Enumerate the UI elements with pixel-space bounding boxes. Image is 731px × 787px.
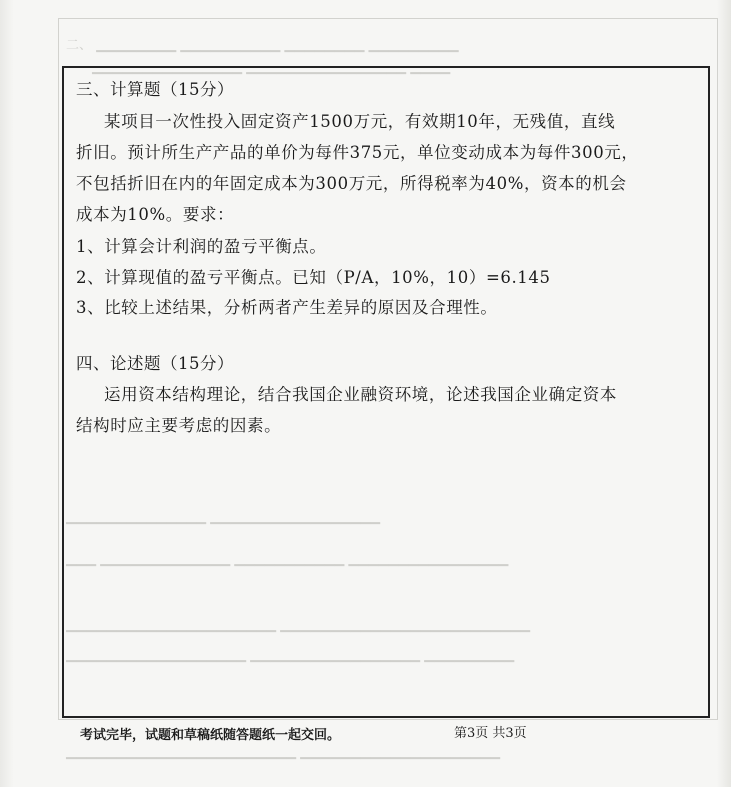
section3-item-1: 1、计算会计利润的盈亏平衡点。 (76, 237, 327, 256)
bleed-through: ▁▁▁ ▁▁▁▁▁▁▁▁▁▁▁▁▁ ▁▁▁▁▁▁▁▁▁▁▁ ▁▁▁▁▁▁▁▁▁▁▁▁▁▁▁▁ (66, 552, 509, 567)
page-number: 第3页 共3页 (454, 726, 527, 741)
section3-item-3: 3、比较上述结果，分析两者产生差异的原因及合理性。 (76, 298, 498, 317)
bleed-through: 二、 ▁▁▁▁▁▁▁▁ ▁▁▁▁▁▁▁▁▁▁ ▁▁▁▁▁▁▁▁ ▁▁▁▁▁▁▁▁▁ (66, 38, 459, 53)
section3-line-2: 折旧。预计所生产产品的单价为每件375元，单位变动成本为每件300元， (76, 143, 639, 162)
section3-item-2: 2、计算现值的盈亏平衡点。已知（P/A，10%，10）=6.145 (76, 268, 551, 287)
section4-line-1: 运用资本结构理论，结合我国企业融资环境，论述我国企业确定资本 (104, 385, 617, 404)
footer-note: 考试完毕，试题和草稿纸随答题纸一起交回。 (80, 728, 341, 743)
section3-line-4: 成本为10%。要求： (76, 205, 235, 224)
bleed-through: ▁▁▁▁▁▁▁▁▁▁▁▁▁▁▁▁▁▁ ▁▁▁▁▁▁▁▁▁▁▁▁▁▁▁▁▁ ▁▁▁▁▁▁▁▁▁ (66, 648, 515, 663)
section4-line-2: 结构时应主要考虑的因素。 (76, 416, 282, 435)
bleed-through: ▁▁▁▁▁▁▁▁▁▁▁▁▁▁▁▁▁▁▁▁▁ ▁▁▁▁▁▁▁▁▁▁▁▁▁▁▁▁▁▁▁▁▁▁▁▁▁ (66, 618, 531, 633)
section4-heading: 四、论述题（15分） (76, 354, 234, 373)
bleed-through: ▁▁▁▁▁▁▁▁▁▁▁▁▁▁▁▁▁▁▁▁▁▁▁ ▁▁▁▁▁▁▁▁▁▁▁▁▁▁▁▁▁▁▁▁ (66, 745, 501, 760)
section3-heading: 三、计算题（15分） (76, 80, 234, 99)
bleed-through: ▁▁▁▁▁▁▁▁▁▁▁▁▁▁ ▁▁▁▁▁▁▁▁▁▁▁▁▁▁▁▁▁ (66, 510, 381, 525)
bleed-through: ▁▁▁▁▁▁▁▁▁▁▁▁▁▁▁ ▁▁▁▁▁▁▁▁▁▁▁▁▁▁▁▁ ▁▁▁▁ (92, 60, 451, 75)
section3-line-3: 不包括折旧在内的年固定成本为300万元，所得税率为40%，资本的机会 (76, 174, 627, 193)
section3-line-1: 某项目一次性投入固定资产1500万元，有效期10年，无残值，直线 (104, 112, 616, 131)
